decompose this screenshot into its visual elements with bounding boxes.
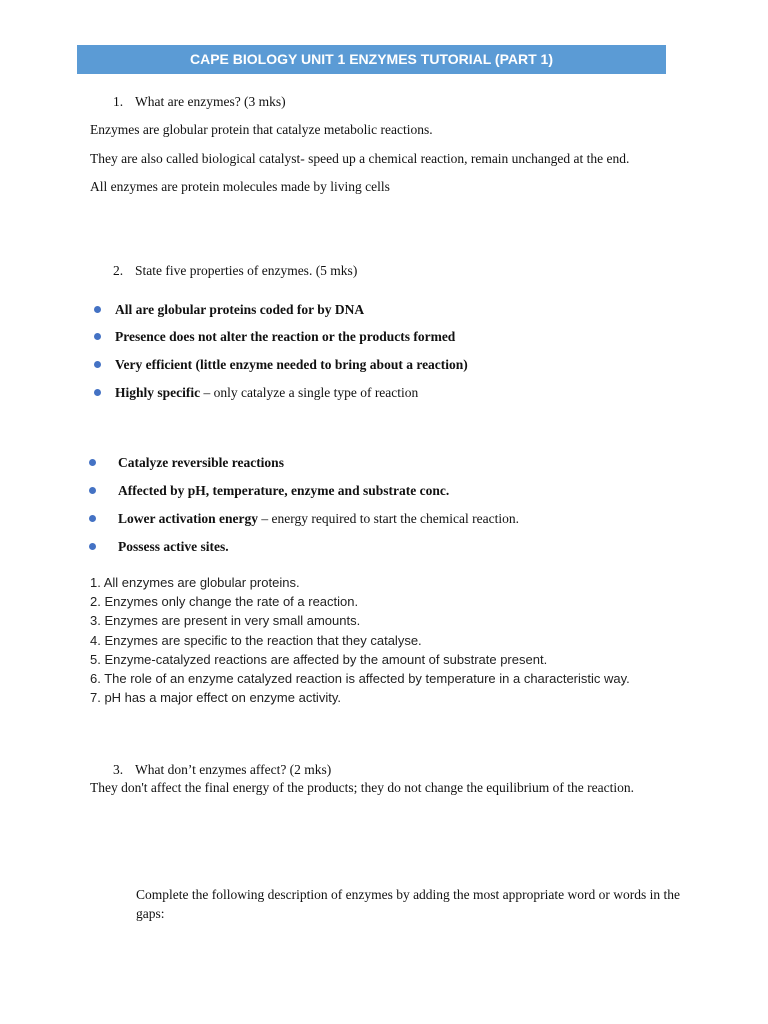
question-2-text: State five properties of enzymes. (5 mks) — [135, 263, 358, 278]
property-bullet — [94, 302, 694, 320]
property-bullet — [89, 455, 689, 473]
numbered-list-item: 4. Enzymes are specific to the reaction that they catalyse. — [90, 633, 422, 648]
bullet-icon — [89, 459, 96, 466]
bullet-icon — [94, 389, 101, 396]
numbered-list-item: 1. All enzymes are globular proteins. — [90, 575, 300, 590]
property-bullet — [89, 539, 689, 557]
question-1-number: 1. — [113, 94, 124, 109]
property-bullet — [89, 483, 689, 501]
property-rest: – only catalyze a single type of reaction — [200, 385, 419, 400]
bullet-icon — [89, 515, 96, 522]
numbered-list-item: 2. Enzymes only change the rate of a reaction. — [90, 594, 359, 609]
answer-1-line-2: They are also called biological catalyst- speed up a chemical reaction, remain unchanged at the end. — [90, 151, 630, 166]
numbered-list-item: 5. Enzyme-catalyzed reactions are affected by the amount of substrate present. — [90, 652, 548, 667]
answer-1-line-3: All enzymes are protein molecules made by living cells — [90, 179, 390, 194]
property-bold: Possess active sites. — [118, 539, 229, 554]
answer-1-line-1: Enzymes are globular protein that catalyze metabolic reactions. — [90, 122, 433, 137]
question-3-text: What don’t enzymes affect? (2 mks) — [135, 762, 332, 777]
numbered-list-item: 3. Enzymes are present in very small amounts. — [90, 613, 361, 628]
property-bullet — [94, 329, 694, 347]
property-bullet — [94, 357, 694, 375]
bullet-icon — [89, 487, 96, 494]
property-bold: Lower activation energy — [118, 511, 258, 526]
property-bold: All are globular proteins coded for by DNA — [115, 302, 365, 317]
bullet-icon — [89, 543, 96, 550]
property-bold: Affected by pH, temperature, enzyme and substrate conc. — [118, 483, 450, 498]
property-bold: Very efficient (little enzyme needed to bring about a reaction) — [115, 357, 468, 372]
bullet-icon — [94, 306, 101, 313]
property-bullet — [89, 511, 689, 529]
question-3-number: 3. — [113, 762, 124, 777]
gap-fill-instruction: Complete the following description of enzymes by adding the most appropriate word or words in the gaps: — [136, 887, 681, 921]
property-bold: Highly specific — [115, 385, 201, 400]
answer-3: They don't affect the final energy of the products; they do not change the equilibrium of the reaction. — [90, 780, 635, 795]
property-rest: – energy required to start the chemical reaction. — [257, 511, 519, 526]
bullet-icon — [94, 361, 101, 368]
numbered-list-item: 6. The role of an enzyme catalyzed reaction is affected by temperature in a characteristic way. — [90, 671, 630, 686]
property-bold: Presence does not alter the reaction or the products formed — [115, 329, 456, 344]
property-bold: Catalyze reversible reactions — [118, 455, 284, 470]
question-2-number: 2. — [113, 263, 124, 278]
question-1-text: What are enzymes? (3 mks) — [135, 94, 286, 109]
numbered-list-item: 7. pH has a major effect on enzyme activity. — [90, 690, 341, 705]
document-title: CAPE BIOLOGY UNIT 1 ENZYMES TUTORIAL (PART 1) — [77, 45, 666, 74]
property-bullet — [94, 385, 694, 403]
bullet-icon — [94, 333, 101, 340]
